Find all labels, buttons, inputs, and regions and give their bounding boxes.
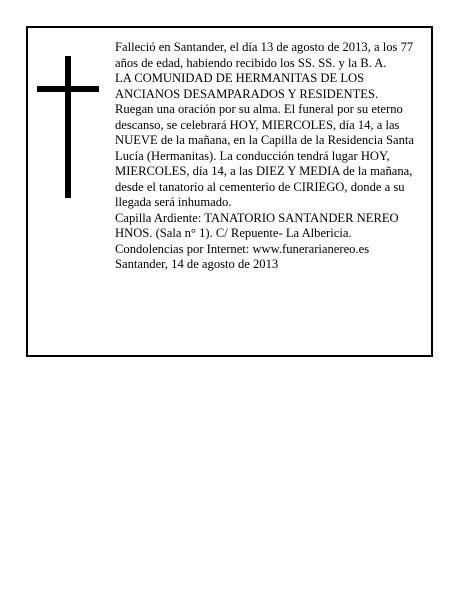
death-announcement: Falleció en Santander, el día 13 de agosto de 2013, a los 77 años de edad, habiendo recibido los SS. SS. y la B. A.: [115, 40, 414, 70]
place-and-date: Santander, 14 de agosto de 2013: [115, 257, 279, 271]
online-condolences: Condolencias por Internet: www.funerarianereo.es: [115, 241, 370, 256]
obituary-notice: [26, 26, 433, 357]
cross-horizontal-bar: [37, 86, 99, 92]
chapel-of-rest: Capilla Ardiente: TANATORIO SANTANDER NEREO HNOS. (Sala n° 1). C/ Repuente- La Albericia.: [115, 210, 399, 240]
funeral-details: Ruegan una oración por su alma. El funeral por su eterno descanso, se celebrará HOY, MIERCOLES, día 14, a las NUEVE de la mañana, en la Capilla de la Residencia Santa Lucía (Hermanitas). La conducción tendrá lugar HOY, MIERCOLES, día 14, a las DIEZ Y MEDIA de la mañana, desde el tanatorio al cementerio de CIRIEGO, donde a su llegada será inhumado.: [115, 102, 414, 209]
cross-vertical-bar: [65, 56, 71, 198]
cross-icon: [37, 56, 101, 198]
obituary-text: [115, 40, 427, 273]
mourners: LA COMUNIDAD DE HERMANITAS DE LOS ANCIANOS DESAMPARADOS Y RESIDENTES.: [115, 71, 379, 101]
